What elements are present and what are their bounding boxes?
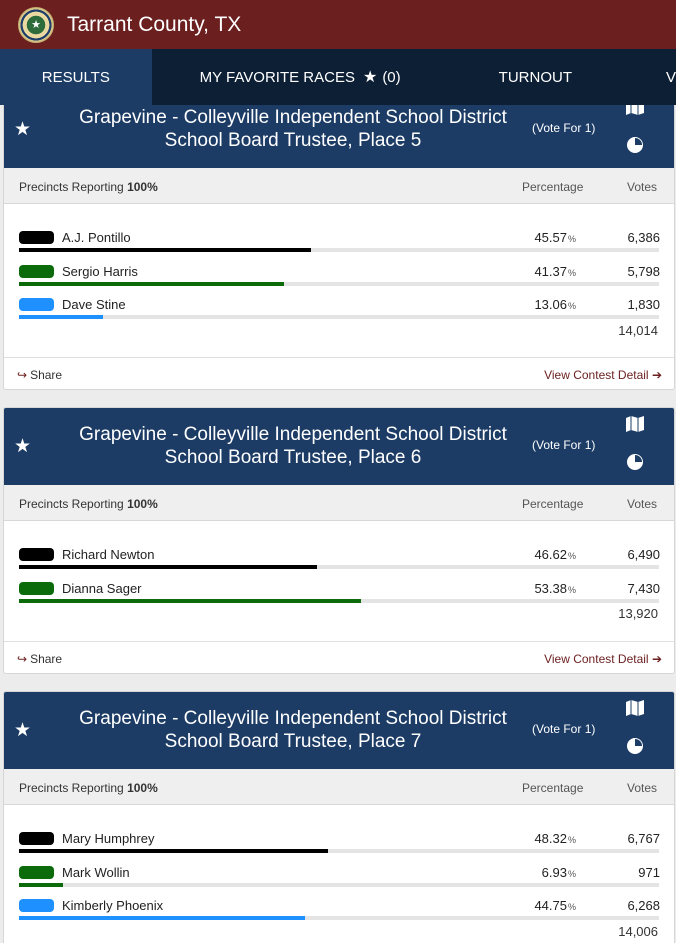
candidate-name: Mark Wollin: [62, 864, 130, 880]
percent-sign: %: [567, 551, 576, 561]
candidate-percentage: [534, 831, 576, 846]
tab-favorite-races-label: MY FAVORITE RACES: [199, 68, 355, 86]
race-title: [64, 707, 522, 753]
chevron-right-icon: ➔: [651, 368, 662, 382]
map-icon[interactable]: [626, 105, 644, 115]
vote-share-bar: [19, 315, 659, 319]
candidate-percentage-value: 48.32: [534, 831, 567, 846]
pie-chart-icon[interactable]: [627, 454, 643, 470]
percentage-header: Percentage: [522, 180, 584, 194]
candidate-percentage-value: 45.57: [534, 230, 567, 245]
share-label: Share: [30, 368, 63, 382]
vote-share-bar-fill: [19, 883, 63, 887]
party-color-swatch: [19, 866, 54, 879]
tab-overflow-label: V: [665, 68, 676, 86]
candidate-percentage-value: 44.75: [534, 898, 567, 913]
race-title-line1: Grapevine - Colleyville Independent School District: [79, 424, 507, 445]
candidate-name: A.J. Pontillo: [62, 230, 131, 245]
race-title-line1: Grapevine - Colleyville Independent School District: [79, 708, 507, 729]
tab-turnout-label: TURNOUT: [498, 68, 572, 86]
candidate-name: Dave Stine: [62, 297, 126, 312]
race-title-line1: Grapevine - Colleyville Independent School District: [79, 107, 507, 128]
percent-sign: %: [567, 234, 576, 244]
view-contest-detail-label: View Contest Detail: [544, 652, 649, 666]
race-card: [3, 407, 675, 674]
vote-share-bar-fill: [19, 916, 305, 920]
share-button[interactable]: [17, 368, 62, 382]
candidate-votes: 7,430: [627, 580, 660, 596]
share-icon: ↪: [17, 652, 28, 666]
star-icon: ★: [362, 69, 378, 86]
candidate-percentage: [534, 547, 576, 562]
race-title: [64, 423, 522, 469]
candidate-name: Kimberly Phoenix: [62, 898, 164, 913]
vote-for-label: (Vote For 1): [532, 438, 596, 452]
precincts-reporting: [19, 180, 158, 194]
party-color-swatch: [19, 582, 54, 595]
percent-sign: %: [567, 902, 576, 912]
party-color-swatch: [19, 832, 54, 845]
candidate-list: [4, 805, 674, 943]
main-nav: [0, 49, 676, 105]
candidate-percentage: [534, 581, 576, 596]
view-contest-detail-link[interactable]: [544, 368, 662, 382]
candidate-name: Sergio Harris: [62, 263, 138, 279]
party-color-swatch: [19, 265, 54, 278]
reporting-row: [4, 769, 674, 805]
precincts-reporting-value: 100%: [127, 180, 158, 194]
candidate-row: [4, 543, 675, 577]
total-votes: 14,014: [618, 323, 658, 338]
vote-share-bar: [19, 883, 659, 887]
votes-header: Votes: [627, 497, 658, 511]
map-icon[interactable]: [626, 700, 644, 716]
vote-share-bar-fill: [19, 248, 311, 252]
percent-sign: %: [567, 835, 576, 845]
favorite-star-icon[interactable]: ★: [14, 436, 32, 457]
favorites-count: (0): [382, 68, 401, 86]
candidate-row: [4, 894, 675, 928]
app-title: Tarrant County, TX: [67, 12, 242, 36]
candidate-name: Dianna Sager: [62, 580, 142, 596]
vote-share-bar-fill: [19, 849, 328, 853]
candidate-percentage: [534, 297, 576, 312]
vote-share-bar-fill: [19, 315, 103, 319]
vote-share-bar: [19, 599, 659, 603]
favorite-star-icon[interactable]: ★: [14, 119, 32, 140]
vote-share-bar: [19, 565, 659, 569]
votes-header: Votes: [627, 781, 658, 795]
race-header: [4, 692, 674, 769]
top-bar: [0, 0, 676, 49]
candidate-row: [4, 577, 675, 611]
percent-sign: %: [567, 267, 576, 278]
precincts-reporting-label: Precincts Reporting: [19, 497, 124, 511]
precincts-reporting: [19, 497, 158, 511]
candidate-name: Mary Humphrey: [62, 831, 155, 846]
percent-sign: %: [567, 301, 576, 311]
vote-share-bar-fill: [19, 282, 284, 286]
results-list[interactable]: [0, 105, 676, 943]
vote-share-bar: [19, 849, 659, 853]
candidate-votes: 6,386: [627, 230, 660, 245]
precincts-reporting-label: Precincts Reporting: [19, 781, 124, 795]
candidate-row: [4, 827, 675, 861]
tab-favorite-races[interactable]: [200, 49, 401, 105]
candidate-row: [4, 293, 675, 327]
candidate-votes: 971: [638, 864, 660, 880]
candidate-row: [4, 260, 675, 294]
share-icon: ↪: [17, 368, 28, 382]
candidate-name: Richard Newton: [62, 547, 155, 562]
total-votes: 14,006: [618, 924, 658, 939]
race-card: [3, 105, 675, 390]
tab-results-label: RESULTS: [41, 68, 110, 86]
party-color-swatch: [19, 548, 54, 561]
map-icon[interactable]: [626, 416, 644, 432]
race-header: [4, 408, 674, 485]
candidate-votes: 6,767: [627, 831, 660, 846]
tab-turnout[interactable]: [499, 49, 572, 105]
candidate-row: [4, 861, 675, 895]
vote-for-label: (Vote For 1): [532, 121, 596, 135]
total-votes: 13,920: [618, 606, 658, 621]
tab-results[interactable]: [0, 49, 152, 105]
candidate-percentage-value: 13.06: [534, 297, 567, 312]
chevron-right-icon: ➔: [651, 652, 662, 666]
precincts-reporting: [19, 781, 158, 795]
candidate-percentage-value: 46.62: [534, 547, 567, 562]
candidate-list: [4, 204, 674, 356]
votes-header: Votes: [627, 180, 658, 194]
favorite-star-icon[interactable]: ★: [14, 720, 32, 741]
pie-chart-icon[interactable]: [627, 738, 643, 754]
share-label: Share: [30, 652, 63, 666]
candidate-votes: 5,798: [627, 263, 660, 279]
race-card: [3, 691, 675, 943]
view-contest-detail-link[interactable]: [544, 652, 662, 666]
reporting-row: [4, 485, 674, 521]
reporting-row: [4, 168, 674, 204]
candidate-votes: 6,268: [627, 898, 660, 913]
precincts-reporting-value: 100%: [127, 497, 158, 511]
candidate-percentage: [542, 865, 576, 880]
county-seal-logo: ★: [18, 7, 54, 43]
party-color-swatch: [19, 231, 54, 244]
candidate-list: [4, 521, 674, 641]
candidate-votes: 1,830: [627, 297, 660, 312]
race-title-line2: School Board Trustee, Place 7: [164, 731, 422, 752]
race-title-line2: School Board Trustee, Place 5: [164, 130, 422, 151]
race-title-line2: School Board Trustee, Place 6: [164, 447, 422, 468]
candidate-percentage-value: 53.38: [534, 580, 567, 596]
pie-chart-icon[interactable]: [627, 137, 643, 153]
candidate-row: [4, 226, 675, 260]
vote-share-bar: [19, 916, 659, 920]
race-footer: [4, 641, 675, 674]
candidate-percentage: [534, 898, 576, 913]
precincts-reporting-label: Precincts Reporting: [19, 180, 124, 194]
race-title: [64, 106, 522, 152]
percentage-header: Percentage: [522, 497, 584, 511]
percentage-header: Percentage: [522, 781, 584, 795]
tab-overflow[interactable]: [666, 49, 676, 105]
percent-sign: %: [567, 868, 576, 879]
party-color-swatch: [19, 899, 54, 912]
vote-share-bar-fill: [19, 599, 361, 603]
race-footer: [4, 357, 675, 390]
vote-share-bar: [19, 248, 659, 252]
share-button[interactable]: [17, 652, 62, 666]
party-color-swatch: [19, 298, 54, 311]
vote-share-bar: [19, 282, 659, 286]
candidate-percentage: [534, 230, 576, 245]
vote-share-bar-fill: [19, 565, 317, 569]
candidate-percentage: [534, 264, 576, 279]
vote-for-label: (Vote For 1): [532, 722, 596, 736]
candidate-percentage-value: 6.93: [541, 864, 567, 880]
candidate-percentage-value: 41.37: [534, 263, 567, 279]
view-contest-detail-label: View Contest Detail: [544, 368, 649, 382]
precincts-reporting-value: 100%: [127, 781, 158, 795]
candidate-votes: 6,490: [627, 547, 660, 562]
race-header: [4, 105, 674, 168]
percent-sign: %: [567, 584, 576, 595]
